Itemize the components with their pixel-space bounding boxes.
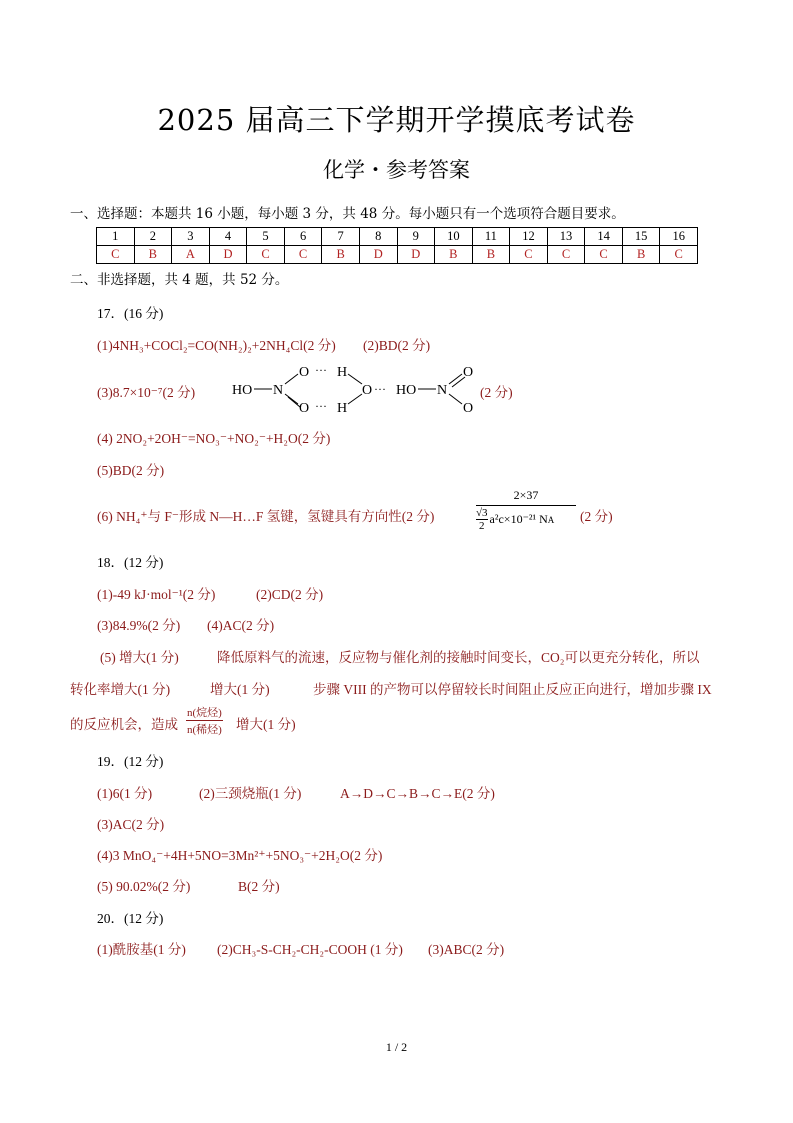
q19-answer-3: (3)AC(2 分)	[97, 817, 165, 832]
answer-cell: D	[209, 246, 247, 264]
svg-text:···: ···	[315, 363, 327, 377]
q17-header: 17．(16 分)	[97, 306, 164, 321]
struct-o-4: O	[463, 365, 474, 380]
answer-cell: C	[547, 246, 585, 264]
q18-ratio-fraction	[186, 704, 223, 737]
question-number-cell: 4	[209, 228, 247, 246]
section-choice-heading: 一、选择题：本题共 16 小题，每小题 3 分，共 48 分。每小题只有一个选项符合题目要求。	[70, 206, 625, 222]
page-subtitle: 化学・参考答案	[323, 158, 470, 182]
formula-numerator: 2×37	[476, 488, 576, 506]
question-number-cell: 16	[660, 228, 698, 246]
q18-header: 18．(12 分)	[97, 555, 164, 570]
question-number-cell: 6	[284, 228, 322, 246]
question-number-cell: 8	[359, 228, 397, 246]
q18-answer-5f: 的反应机会，造成	[70, 717, 178, 732]
question-number-cell: 7	[322, 228, 360, 246]
page-number: 1 / 2	[385, 1040, 408, 1054]
q17-answer-2: (2)BD(2 分)	[363, 338, 431, 353]
answer-cell: C	[97, 246, 135, 264]
answer-cell: C	[660, 246, 698, 264]
q17-answer-6: (6) NH₄⁺与 F⁻形成 N—H…F 氢键，氢键具有方向性(2 分)	[97, 509, 435, 524]
q20-answer-3: (3)ABC(2 分)	[428, 942, 505, 957]
formula-denominator: a²c×10⁻²¹ N	[489, 512, 548, 526]
formula-two: 2	[479, 520, 485, 532]
ratio-denominator: n(稀烃)	[187, 724, 222, 736]
q19-answer-4: (4)3 MnO₄⁻+4H+5NO=3Mn²⁺+5NO₃⁻+2H₂O(2 分)	[97, 848, 383, 863]
q17-answer-5: (5)BD(2 分)	[97, 463, 165, 478]
question-number-cell: 13	[547, 228, 585, 246]
struct-o-5: O	[463, 401, 474, 416]
struct-ho-2: HO	[396, 383, 417, 398]
q20-answer-2: (2)CH₃-S-CH₂-CH₂-COOH (1 分)	[217, 942, 403, 957]
answer-table-number-row	[97, 228, 698, 246]
answer-cell: D	[359, 246, 397, 264]
struct-o-1: O	[299, 365, 310, 380]
q18-answer-5a: (5) 增大(1 分)	[100, 650, 179, 665]
q18-answer-2: (2)CD(2 分)	[256, 587, 324, 602]
answer-cell: C	[284, 246, 322, 264]
question-number-cell: 15	[622, 228, 660, 246]
q19-answer-5b: B(2 分)	[238, 879, 280, 894]
question-number-cell: 9	[397, 228, 435, 246]
q18-answer-5b: 降低原料气的流速，反应物与催化剂的接触时间变长，CO₂可以更充分转化，所以	[217, 650, 700, 665]
answer-cell: B	[435, 246, 473, 264]
question-number-cell: 1	[97, 228, 135, 246]
struct-h-2: H	[337, 401, 348, 416]
struct-n-1: N	[273, 383, 284, 398]
q18-answer-5c: 转化率增大(1 分)	[70, 682, 171, 697]
question-number-cell: 3	[172, 228, 210, 246]
answer-cell: B	[472, 246, 510, 264]
q20-header: 20．(12 分)	[97, 911, 164, 926]
answer-table-answer-row	[97, 246, 698, 264]
q18-answer-5g: 增大(1 分)	[236, 717, 296, 732]
question-number-cell: 11	[472, 228, 510, 246]
answer-cell: C	[510, 246, 548, 264]
q17-density-formula	[476, 488, 576, 532]
q18-answer-3: (3)84.9%(2 分)	[97, 618, 181, 633]
q19-header: 19．(12 分)	[97, 754, 164, 769]
q17-answer-1: (1)4NH₃+COCl₂=CO(NH₂)₂+2NH₄Cl(2 分)	[97, 338, 336, 353]
question-number-cell: 2	[134, 228, 172, 246]
q18-answer-5e: 步骤 VIII 的产物可以停留较长时间阻止反应正向进行，增加步骤 IX	[313, 682, 712, 697]
struct-h-1: H	[337, 365, 348, 380]
ratio-numerator: n(烷烃)	[186, 704, 223, 721]
struct-n-2: N	[437, 383, 448, 398]
struct-ho-1: HO	[232, 383, 253, 398]
q19-answer-5: (5) 90.02%(2 分)	[97, 879, 191, 894]
page-title: 2025 届高三下学期开学摸底考试卷	[157, 103, 636, 137]
answer-cell: A	[172, 246, 210, 264]
formula-sqrt3: √3	[476, 507, 488, 519]
svg-text:···: ···	[315, 399, 327, 413]
question-number-cell: 5	[247, 228, 285, 246]
answer-cell: D	[397, 246, 435, 264]
q18-answer-1: (1)-49 kJ·mol⁻¹(2 分)	[97, 587, 216, 602]
answer-cell: B	[134, 246, 172, 264]
q18-answer-4: (4)AC(2 分)	[207, 618, 275, 633]
answer-cell: C	[247, 246, 285, 264]
formula-subscript: A	[547, 514, 555, 525]
svg-text:···: ···	[374, 382, 386, 396]
hydrogen-bond-structure	[228, 360, 488, 418]
answer-table	[96, 227, 698, 264]
q19-answer-2: (2)三颈烧瓶(1 分)	[199, 786, 302, 801]
answer-cell: C	[585, 246, 623, 264]
q20-answer-1: (1)酰胺基(1 分)	[97, 942, 186, 957]
q17-answer-3: (3)8.7×10⁻⁷(2 分)	[97, 385, 196, 400]
q18-answer-5d: 增大(1 分)	[210, 682, 270, 697]
q17-answer-6-points: (2 分)	[580, 509, 613, 524]
struct-o-3: O	[362, 383, 373, 398]
struct-o-2: O	[299, 401, 310, 416]
section-nonchoice-heading: 二、非选择题，共 4 题，共 52 分。	[70, 272, 289, 288]
question-number-cell: 10	[435, 228, 473, 246]
answer-cell: B	[322, 246, 360, 264]
question-number-cell: 12	[510, 228, 548, 246]
answer-cell: B	[622, 246, 660, 264]
q17-answer-3-points: (2 分)	[480, 385, 513, 400]
q19-answer-2b: A→D→C→B→C→E(2 分)	[340, 786, 495, 801]
q19-answer-1: (1)6(1 分)	[97, 786, 153, 801]
q17-answer-4: (4) 2NO₂+2OH⁻=NO₃⁻+NO₂⁻+H₂O(2 分)	[97, 431, 331, 446]
question-number-cell: 14	[585, 228, 623, 246]
